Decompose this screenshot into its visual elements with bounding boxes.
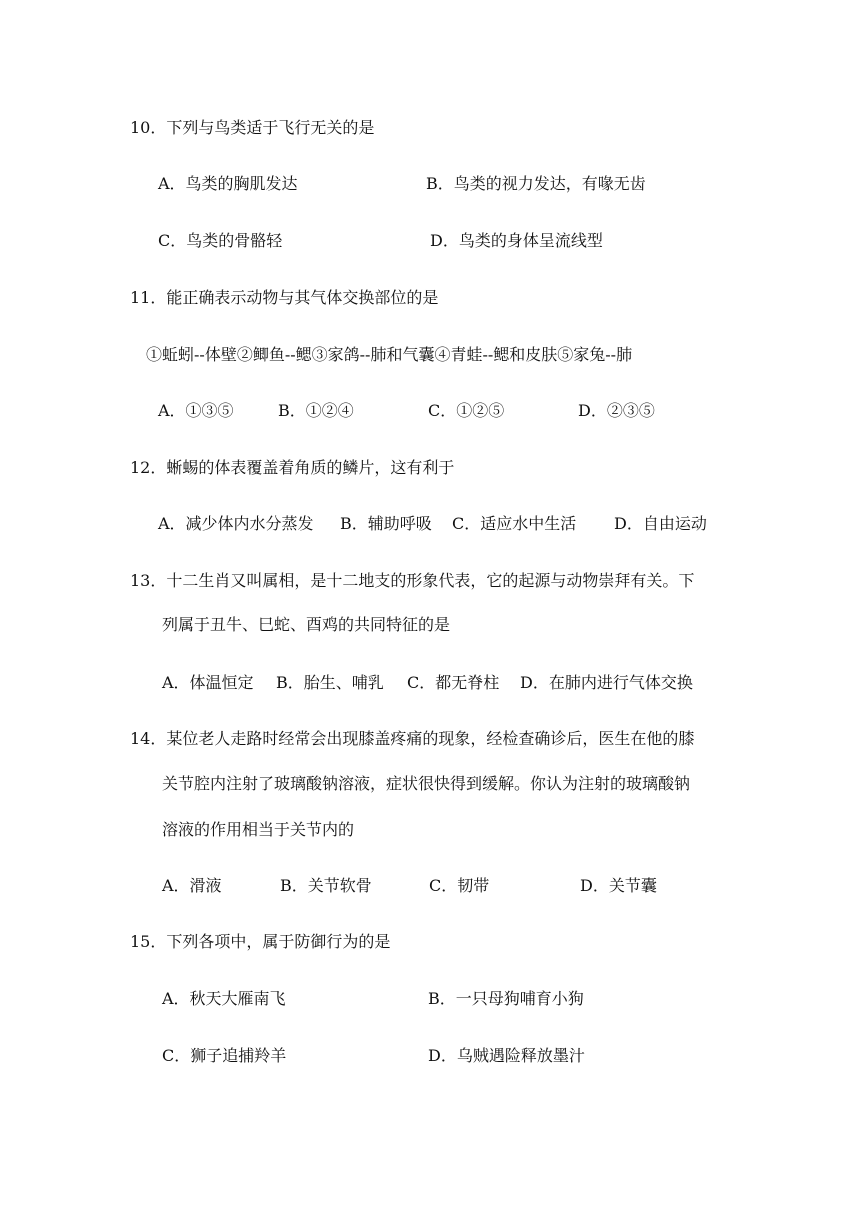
question-14-stem-line-1: 14．某位老人走路时经常会出现膝盖疼痛的现象，经检查确诊后，医生在他的膝	[130, 729, 695, 748]
question-11-option-d: D．②③⑤	[578, 401, 655, 420]
question-14-option-b: B．关节软骨	[280, 876, 372, 895]
question-12-stem: 12．蜥蜴的体表覆盖着角质的鳞片，这有利于	[130, 458, 455, 477]
question-14-option-a: A．滑液	[162, 876, 222, 895]
question-10-stem: 10．下列与鸟类适于飞行无关的是	[130, 118, 375, 137]
question-12-option-b: B．辅助呼吸	[340, 514, 432, 533]
question-10-option-d: D．鸟类的身体呈流线型	[430, 231, 603, 250]
question-13-option-a: A．体温恒定	[162, 673, 254, 692]
question-14-stem-line-2: 关节腔内注射了玻璃酸钠溶液，症状很快得到缓解。你认为注射的玻璃酸钠	[162, 774, 691, 793]
question-12-option-a: A．减少体内水分蒸发	[158, 514, 314, 533]
question-12-option-d: D．自由运动	[614, 514, 707, 533]
question-11-stem: 11．能正确表示动物与其气体交换部位的是	[130, 288, 439, 307]
question-13-option-c: C．都无脊柱	[407, 673, 500, 692]
question-15-option-a: A．秋天大雁南飞	[162, 989, 286, 1008]
question-15-option-b: B．一只母狗哺育小狗	[428, 989, 584, 1008]
question-10-option-a: A．鸟类的胸肌发达	[158, 174, 298, 193]
question-15-option-d: D．乌贼遇险释放墨汁	[428, 1046, 585, 1065]
question-11-option-a: A．①③⑤	[158, 401, 234, 420]
question-15-option-c: C．狮子追捕羚羊	[162, 1046, 287, 1065]
question-14-option-c: C．韧带	[429, 876, 490, 895]
question-12-option-c: C．适应水中生活	[452, 514, 577, 533]
question-14-option-d: D．关节囊	[580, 876, 657, 895]
question-13-stem-line-1: 13．十二生肖又叫属相，是十二地支的形象代表，它的起源与动物崇拜有关。下	[130, 571, 695, 590]
question-14-stem-line-3: 溶液的作用相当于关节内的	[162, 820, 355, 839]
question-13-stem-line-2: 列属于丑牛、巳蛇、酉鸡的共同特征的是	[162, 615, 451, 634]
question-10-option-c: C．鸟类的骨骼轻	[158, 231, 283, 250]
question-11-option-b: B．①②④	[278, 401, 354, 420]
question-11-option-c: C．①②⑤	[428, 401, 505, 420]
question-15-stem: 15．下列各项中，属于防御行为的是	[130, 932, 391, 951]
question-11-list: ①蚯蚓--体壁②鲫鱼--鳃③家鸽--肺和气囊④青蛙--鳃和皮肤⑤家兔--肺	[146, 345, 633, 364]
question-13-option-b: B．胎生、哺乳	[276, 673, 384, 692]
question-10-option-b: B．鸟类的视力发达，有喙无齿	[426, 174, 646, 193]
question-13-option-d: D．在肺内进行气体交换	[520, 673, 693, 692]
